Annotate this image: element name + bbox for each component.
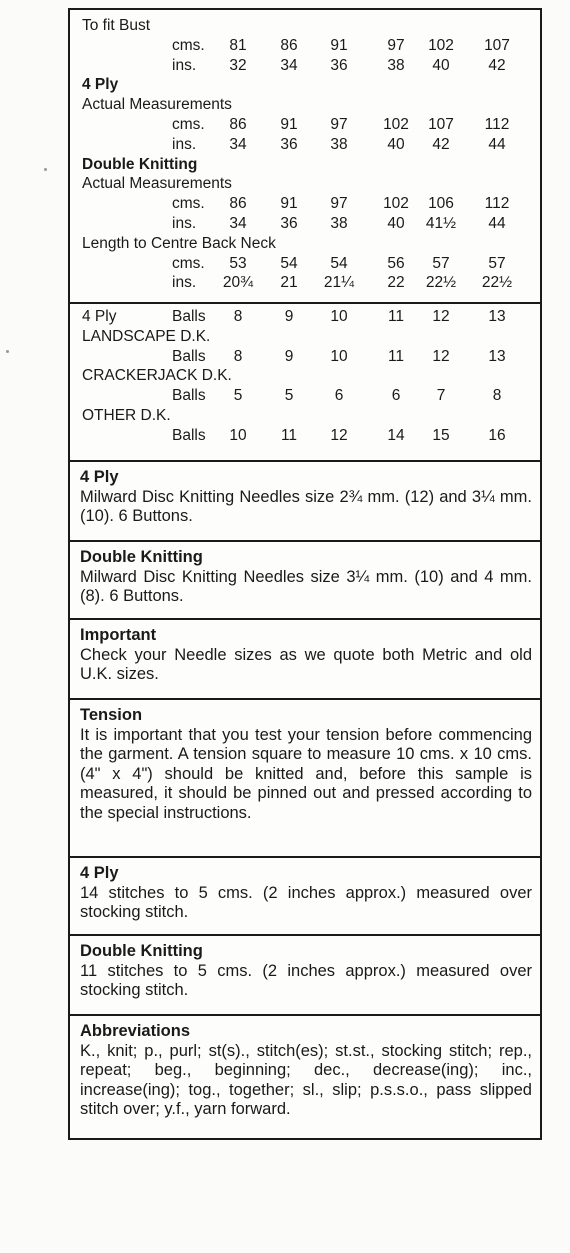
length-heading-row: [70, 234, 540, 254]
value: 91: [330, 36, 348, 54]
value: 7: [436, 387, 446, 405]
value: 97: [387, 36, 405, 54]
yarn-label: CRACKERJACK D.K.: [82, 367, 232, 385]
dk-heading-row: [70, 155, 540, 175]
value: 8: [233, 308, 243, 325]
measurement-row: [70, 115, 540, 135]
value: 10: [229, 426, 247, 444]
value: 38: [387, 56, 405, 74]
value: 14: [387, 426, 405, 444]
value: 54: [330, 254, 348, 272]
unit-label: ins.: [172, 135, 197, 153]
section-heading: 4 Ply: [80, 864, 119, 882]
value: 8: [233, 347, 243, 365]
paper-speck: [6, 350, 9, 353]
value: 86: [229, 195, 247, 213]
value: 22½: [481, 274, 513, 292]
value: 86: [229, 115, 247, 133]
value: 20¾: [222, 274, 254, 292]
measurement-row: [70, 254, 540, 274]
yarn-label: LANDSCAPE D.K.: [82, 327, 211, 345]
value: 57: [432, 254, 450, 272]
section-text: 11 stitches to 5 cms. (2 inches approx.) measured over stocking stitch.: [80, 961, 532, 1000]
value: 57: [488, 254, 506, 272]
value: 10: [330, 308, 348, 325]
value: 32: [229, 56, 247, 74]
value: 112: [484, 115, 510, 133]
measurement-row: [70, 214, 540, 234]
value: 38: [330, 214, 348, 232]
section-heading: Tension: [80, 706, 143, 724]
value: 54: [280, 254, 298, 272]
value: 86: [280, 36, 298, 54]
section-text: K., knit; p., purl; st(s)., stitch(es); st.st., stocking stitch; rep., repeat; beg., beginning; dec., decrease(ing); inc., increase(ing); tog., together; sl., slip; p.s.s.o., pass slipped stitch over; y.f., yarn forward.: [80, 1041, 532, 1119]
length-label: Length to Centre Back Neck: [82, 234, 276, 252]
value: 6: [334, 387, 344, 405]
value: 107: [484, 36, 510, 54]
important-section: [70, 620, 540, 700]
value: 22½: [425, 274, 457, 292]
value: 81: [229, 36, 247, 54]
value: 40: [387, 135, 405, 153]
yarn-label: 4 Ply: [82, 308, 117, 325]
value: 107: [428, 115, 454, 133]
value: 9: [284, 347, 294, 365]
value: 16: [488, 426, 506, 444]
yarn-label: OTHER D.K.: [82, 406, 171, 424]
ply4-actual-heading-row: [70, 95, 540, 115]
unit-label: ins.: [172, 56, 197, 74]
value: 12: [432, 308, 450, 325]
measurement-row: [70, 135, 540, 155]
pattern-sheet: [68, 8, 542, 1140]
value: 21¼: [323, 274, 355, 292]
yarn-row: [70, 307, 540, 327]
value: 53: [229, 254, 247, 272]
measurement-row: [70, 194, 540, 214]
section-heading: Abbreviations: [80, 1022, 191, 1040]
paper-speck: [44, 168, 47, 171]
measurement-row: [70, 36, 540, 56]
section-heading: Double Knitting: [80, 942, 203, 960]
section-text: Milward Disc Knitting Needles size 2¾ mm. (12) and 3¼ mm. (10). 6 Buttons.: [80, 487, 532, 526]
unit-label: cms.: [172, 195, 205, 213]
value: 36: [280, 214, 298, 232]
value: 13: [488, 347, 506, 365]
unit-label: cms.: [172, 36, 205, 54]
unit-label: Balls: [172, 308, 206, 325]
ply4-heading-row: [70, 75, 540, 95]
yarn-heading-row: [70, 406, 540, 426]
tension-4ply-section: [70, 858, 540, 936]
value: 102: [383, 115, 409, 133]
tension-dk-section: [70, 936, 540, 1016]
value: 21: [280, 274, 298, 292]
yarn-row: [70, 347, 540, 367]
value: 97: [330, 115, 348, 133]
value: 97: [330, 195, 348, 213]
value: 11: [280, 426, 298, 444]
fit-bust-heading-row: [70, 16, 540, 36]
value: 36: [330, 56, 348, 74]
unit-label: ins.: [172, 274, 197, 292]
unit-label: cms.: [172, 254, 205, 272]
value: 42: [432, 135, 450, 153]
measurements-section: [70, 10, 540, 304]
section-heading: Double Knitting: [80, 548, 203, 566]
actual-measurements-label: Actual Measurements: [82, 96, 232, 114]
fit-bust-label: To fit Bust: [82, 17, 151, 34]
ply4-heading: 4 Ply: [82, 76, 119, 94]
value: 22: [387, 274, 405, 292]
dk-actual-heading-row: [70, 174, 540, 194]
value: 44: [488, 135, 506, 153]
value: 34: [229, 135, 247, 153]
section-text: Milward Disc Knitting Needles size 3¼ mm. (10) and 4 mm. (8). 6 Buttons.: [80, 567, 532, 606]
needles-4ply-section: [70, 462, 540, 542]
value: 12: [432, 347, 450, 365]
value: 91: [280, 115, 298, 133]
tension-section: [70, 700, 540, 858]
section-text: It is important that you test your tension before commencing the garment. A tension square to measure 10 cms. x 10 cms. (4" x 4") should be knitted and, before this sample is measured, it should be pinned out and pressed according to the special instructions.: [80, 725, 532, 822]
value: 41½: [425, 214, 457, 232]
value: 42: [488, 56, 506, 74]
value: 8: [492, 387, 502, 405]
value: 36: [280, 135, 298, 153]
value: 10: [330, 347, 348, 365]
unit-label: Balls: [172, 347, 206, 365]
value: 112: [484, 195, 510, 213]
actual-measurements-label: Actual Measurements: [82, 175, 232, 193]
measurement-row: [70, 56, 540, 76]
value: 44: [488, 214, 506, 232]
yarn-row: [70, 426, 540, 446]
value: 40: [432, 56, 450, 74]
measurement-row: [70, 273, 540, 293]
value: 102: [428, 36, 454, 54]
value: 34: [280, 56, 298, 74]
yarn-row: [70, 386, 540, 406]
yarn-section: [70, 304, 540, 462]
section-heading: Important: [80, 626, 157, 644]
value: 6: [391, 387, 401, 405]
needles-dk-section: [70, 542, 540, 620]
value: 9: [284, 308, 294, 325]
value: 5: [284, 387, 294, 405]
unit-label: Balls: [172, 426, 206, 444]
value: 34: [229, 214, 247, 232]
value: 11: [387, 347, 405, 365]
value: 5: [233, 387, 243, 405]
section-heading: 4 Ply: [80, 468, 119, 486]
section-text: 14 stitches to 5 cms. (2 inches approx.) measured over stocking stitch.: [80, 883, 532, 922]
value: 15: [432, 426, 450, 444]
unit-label: Balls: [172, 387, 206, 405]
value: 13: [488, 308, 506, 325]
yarn-heading-row: [70, 327, 540, 347]
value: 106: [428, 195, 454, 213]
unit-label: ins.: [172, 214, 197, 232]
value: 11: [387, 308, 405, 325]
value: 56: [387, 254, 405, 272]
unit-label: cms.: [172, 115, 205, 133]
abbreviations-section: [70, 1016, 540, 1126]
value: 12: [330, 426, 348, 444]
value: 38: [330, 135, 348, 153]
section-text: Check your Needle sizes as we quote both Metric and old U.K. sizes.: [80, 645, 532, 684]
value: 91: [280, 195, 298, 213]
value: 40: [387, 214, 405, 232]
dk-heading: Double Knitting: [82, 155, 198, 173]
yarn-heading-row: [70, 366, 540, 386]
value: 102: [383, 195, 409, 213]
